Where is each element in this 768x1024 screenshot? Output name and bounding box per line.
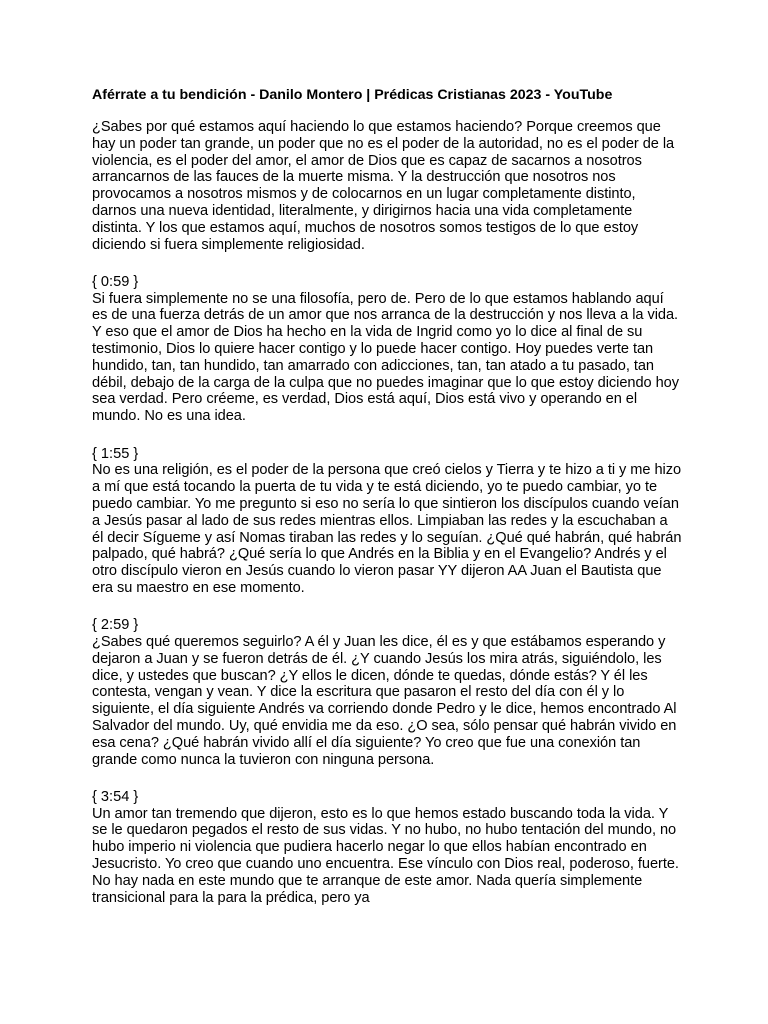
- transcript-paragraph: ¿Sabes por qué estamos aquí haciendo lo que estamos haciendo? Porque creemos que hay un poder tan grande, un poder que no es el poder de la autoridad, no es el poder de la violencia, es el poder del amor, el amor de Dios que es capaz de sacarnos a nosotros arrancarnos de las fauces de la muerte misma. Y la destrucción que nosotros nos provocamos a nosotros mismos y de colocarnos en un lugar completamente distinto, darnos una nueva identidad, literalmente, y dirigirnos hacia una vida completamente distinta. Y los que estamos aquí, muchos de nosotros somos testigos de lo que estoy diciendo si fuera simplemente religiosidad.: [92, 119, 675, 253]
- transcript-paragraph: No es una religión, es el poder de la persona que creó cielos y Tierra y te hizo a ti y me hizo a mí que está tocando la puerta de tu vida y te está diciendo, yo te puedo cambiar, yo te puedo cambiar. Yo me pregunto si eso no sería lo que sintieron los discípulos cuando veían a Jesús pasar al lado de sus redes mientras ellos. Limpiaban las redes y la escuchaban a él decir Sígueme y así Nomas tiraban las redes y lo seguían. ¿Qué qué habrán, qué habrán palpado, qué habrá? ¿Qué sería lo que Andrés en la Biblia y en el Evangelio? Andrés y el otro discípulo vieron en Jesús cuando lo vieron pasar YY dijeron AA Juan el Bautista que era su maestro en ese momento.: [92, 462, 682, 596]
- timestamp: { 2:59 }: [92, 617, 139, 634]
- document-page: [92, 86, 682, 927]
- transcript-paragraph: Si fuera simplemente no se una filosofía, pero de. Pero de lo que estamos hablando aquí es de una fuerza detrás de un amor que nos arranca de la destrucción y nos lleva a la vida. Y eso que el amor de Dios ha hecho en la vida de Ingrid como yo lo dice al final de su testimonio, Dios lo quiere hacer contigo y lo puede hacer contigo. Hoy puedes verte tan hundido, tan, tan hundido, tan amarrado con adicciones, tan, tan atado a tu pasado, tan débil, debajo de la carga de la culpa que no puedes imaginar que lo que estoy diciendo hoy sea verdad. Pero créeme, es verdad, Dios está aquí, Dios está vivo y operando en el mundo. No es una idea.: [92, 290, 679, 425]
- transcript-section-3-54: [92, 789, 682, 907]
- document-title: Aférrate a tu bendición - Danilo Montero | Prédicas Cristianas 2023 - YouTube: [92, 87, 613, 103]
- transcript-paragraph: Un amor tan tremendo que dijeron, esto es lo que hemos estado buscando toda la vida. Y se le quedaron pegados el resto de sus vidas. Y no hubo, no hubo tentación del mundo, no hubo imperio ni violencia que pudiera hacerlo negar lo que ellos habían encontrado en Jesucristo. Yo creo que cuando uno encuentra. Ese vínculo con Dios real, poderoso, fuerte. No hay nada en este mundo que te arranque de este amor. Nada quería simplemente transicional para la para la prédica, pero ya: [92, 805, 679, 906]
- timestamp: { 0:59 }: [92, 273, 139, 290]
- transcript-section-intro: [92, 119, 682, 253]
- transcript-section-2-59: [92, 617, 682, 768]
- timestamp: { 3:54 }: [92, 788, 139, 805]
- transcript-section-0-59: [92, 274, 682, 425]
- timestamp: { 1:55 }: [92, 445, 139, 462]
- transcript-section-1-55: [92, 446, 682, 597]
- transcript-paragraph: ¿Sabes qué queremos seguirlo? A él y Juan les dice, él es y que estábamos esperando y dejaron a Juan y se fueron detrás de él. ¿Y cuando Jesús los mira atrás, siguiéndolo, les dice, y ustedes que buscan? ¿Y ellos le dicen, dónde te quedas, dónde estás? Y él les contesta, vengan y vean. Y dice la escritura que pasaron el resto del día con él y lo siguiente, el día siguiente Andrés va corriendo donde Pedro y le dice, hemos encontrado Al Salvador del mundo. Uy, qué envidia me da eso. ¿O sea, sólo pensar qué habrán vivido en esa cena? ¿Qué habrán vivido allí el día siguiente? Yo creo que fue una conexión tan grande como nunca la tuvieron con ninguna persona.: [92, 634, 677, 768]
